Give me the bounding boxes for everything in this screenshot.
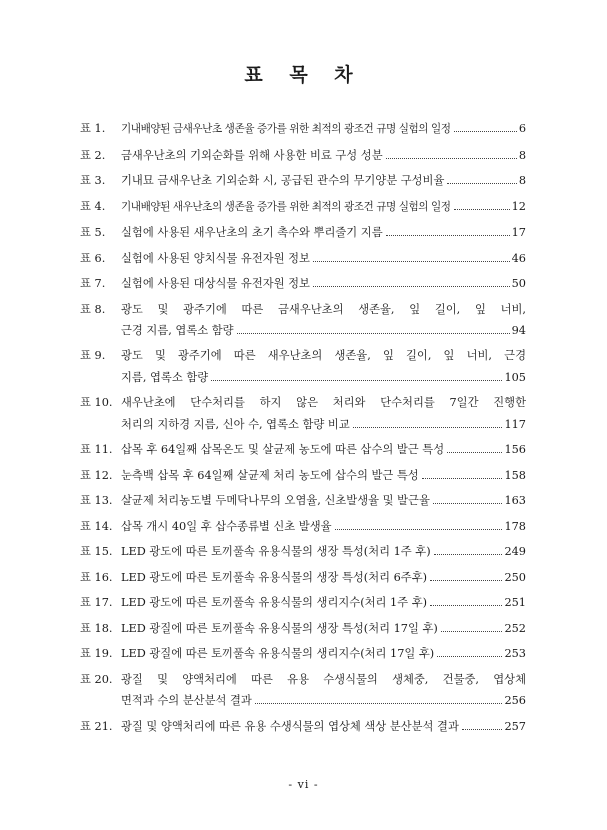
toc-entry-page: 256 [504,694,526,708]
dot-leader [255,703,503,704]
toc-entry-label: 표 20. [80,672,113,686]
toc-entry-label: 표 2. [80,148,106,162]
toc-entry-title: 삽목 후 64일째 삽목온도 및 살균제 농도에 따른 삽수의 발근 특성 [121,443,445,457]
toc-entry-page: 105 [504,370,526,384]
toc-entry-title: LED 광도에 따른 토끼풀속 유용식물의 생리지수(처리 1주 후) [121,596,428,610]
toc-entry[interactable] [80,716,526,737]
toc-entry[interactable] [80,516,526,537]
toc-entry-page: 50 [511,277,526,290]
toc-entry[interactable] [80,490,526,511]
dot-leader [433,503,503,504]
toc-entry-title: 처리의 지하경 지름, 신아 수, 엽록소 함량 비교 [121,417,350,431]
dot-leader [335,529,503,530]
toc-entry[interactable] [80,669,526,712]
toc-entry[interactable] [80,618,526,639]
toc-entry[interactable] [80,248,526,269]
toc-entry[interactable] [80,643,526,664]
toc-entry-page: 253 [504,647,526,661]
toc-entry[interactable] [80,299,526,342]
toc-entry-title: LED 광도에 따른 토끼풀속 유용식물의 생장 특성(처리 1주 후) [121,545,431,559]
toc-entry-page: 46 [511,251,526,265]
toc-entry-label: 표 14. [80,519,113,533]
dot-leader [313,261,510,262]
toc-entry-label: 표 3. [80,174,106,187]
toc-entry[interactable] [80,592,526,613]
toc-entry-title: 기내배양된 새우난초의 생존율 증가를 위한 최적의 광조건 규명 실험의 일정 [121,200,451,213]
dot-leader [313,286,510,287]
toc-entry-title: 기내배양된 금새우난초 생존율 증가를 위한 최적의 광조건 규명 실험의 일정 [121,123,451,135]
toc-entry-label: 표 11. [80,443,113,457]
dot-leader [353,427,503,428]
toc-entry-label: 표 9. [80,349,106,363]
toc-entry-title: LED 광질에 따른 토끼풀속 유용식물의 생장 특성(처리 17일 후) [121,621,438,635]
toc-entry[interactable] [80,541,526,562]
toc-entry-page: 251 [504,596,526,610]
dot-leader [211,380,502,381]
toc-entry-page: 257 [504,719,526,733]
toc-entry-label: 표 7. [80,277,106,290]
toc-entry[interactable] [80,170,526,191]
toc-entry-title: LED 광도에 따른 토끼풀속 유용식물의 생장 특성(처리 6주후) [121,570,428,584]
toc-entry-label: 표 15. [80,545,113,559]
toc-entry-title: 면적과 수의 분산분석 결과 [121,694,252,708]
toc-entry-page: 163 [504,494,526,508]
toc-entry-label: 표 17. [80,596,113,610]
toc-entry-page: 6 [518,122,526,135]
toc-entry[interactable] [80,273,526,294]
toc-entry-label: 표 21. [80,719,113,733]
toc-entry-title: 지름, 엽록소 함량 [121,370,209,384]
toc-entry-title: 실험에 사용된 양치식물 유전자원 정보 [121,251,310,265]
toc-entry[interactable] [80,392,526,435]
toc-entry[interactable] [80,118,526,140]
dot-leader [430,580,502,581]
toc-entry-page: 178 [504,519,526,533]
page-title: 표 목 차 [244,64,363,86]
toc-entry-title: 삽목 개시 40일 후 삽수종류별 신초 발생율 [121,519,332,533]
toc-entry-title: 실험에 사용된 대상식물 유전자원 정보 [121,277,310,290]
dot-leader [447,452,502,453]
toc-entry-title: 금새우난초의 기외순화를 위해 사용한 비료 구성 성분 [121,148,383,162]
toc-entry-page: 17 [511,226,526,239]
toc-entry-label: 표 4. [80,199,106,213]
toc-entry[interactable] [80,439,526,460]
dot-leader [462,729,503,730]
toc-entry-title: 광질 및 양액처리에 따른 유용 수생식물의 엽상체 색상 분산분석 결과 [121,719,459,733]
dot-leader [437,656,502,657]
toc-entry[interactable] [80,465,526,486]
dot-leader [430,605,502,606]
dot-leader [386,235,510,236]
toc-entry-title: 기내묘 금새우난초 기외순화 시, 공급된 관수의 무기양분 구성비율 [121,174,445,187]
toc-entry-label: 표 6. [80,251,106,265]
toc-entry-title: 눈측백 삽목 후 64일째 살균제 처리 농도에 삽수의 발근 특성 [121,468,419,482]
toc-entry[interactable] [80,345,526,388]
toc-entry-page: 252 [504,621,526,635]
dot-leader [237,333,510,334]
toc-entry-page: 250 [504,570,526,584]
toc-entry-title: 광도 및 광주기에 따른 금새우난초의 생존율, 잎 길이, 잎 너비, [121,302,526,316]
toc-entry-label: 표 19. [80,647,113,661]
toc-entry[interactable] [80,222,526,243]
dot-leader [422,478,503,479]
toc-entry-page: 158 [504,468,526,482]
toc-entry[interactable] [80,196,526,218]
toc-entry-title: 살균제 처리농도별 두메닥나무의 오염율, 신초발생율 및 발근율 [121,494,430,508]
toc-entry-label: 표 1. [80,122,106,135]
toc-entry-title: 광도 및 광주기에 따른 새우난초의 생존율, 잎 길이, 잎 너비, 근경 [121,349,526,363]
toc-entry-label: 표 12. [80,468,113,482]
toc-entry-label: 표 10. [80,396,113,410]
toc-entry-page: 94 [511,323,526,337]
page-number: - vi - [288,778,319,791]
dot-leader [386,158,517,159]
toc-entry-title: 새우난초에 단수처리를 하지 않은 처리와 단수처리를 7일간 진행한 [121,396,526,410]
toc-entry-title: 근경 지름, 엽록소 함량 [121,323,234,337]
dot-leader [454,209,510,210]
table-of-contents [80,118,526,741]
toc-entry-title: 실험에 사용된 새우난초의 초기 촉수와 뿌리줄기 지름 [121,226,383,239]
toc-entry-page: 8 [518,148,526,162]
toc-entry-label: 표 18. [80,621,113,635]
toc-entry-page: 8 [518,174,526,187]
dot-leader [434,554,503,555]
toc-entry-label: 표 13. [80,494,113,508]
dot-leader [441,631,503,632]
toc-entry-label: 표 8. [80,302,106,316]
toc-entry-label: 표 5. [80,226,106,239]
dot-leader [447,183,516,184]
toc-entry-title: 광질 및 양액처리에 따른 유용 수생식물의 생체중, 건물중, 엽상체 [121,672,526,686]
toc-entry[interactable] [80,567,526,588]
dot-leader [454,131,517,132]
toc-entry-title: LED 광질에 따른 토끼풀속 유용식물의 생리지수(처리 17일 후) [121,647,435,661]
toc-entry-page: 12 [511,199,526,213]
toc-entry-label: 표 16. [80,570,113,584]
toc-entry-page: 156 [504,443,526,457]
toc-entry[interactable] [80,145,526,166]
toc-entry-page: 249 [504,545,526,559]
toc-entry-page: 117 [504,417,526,431]
